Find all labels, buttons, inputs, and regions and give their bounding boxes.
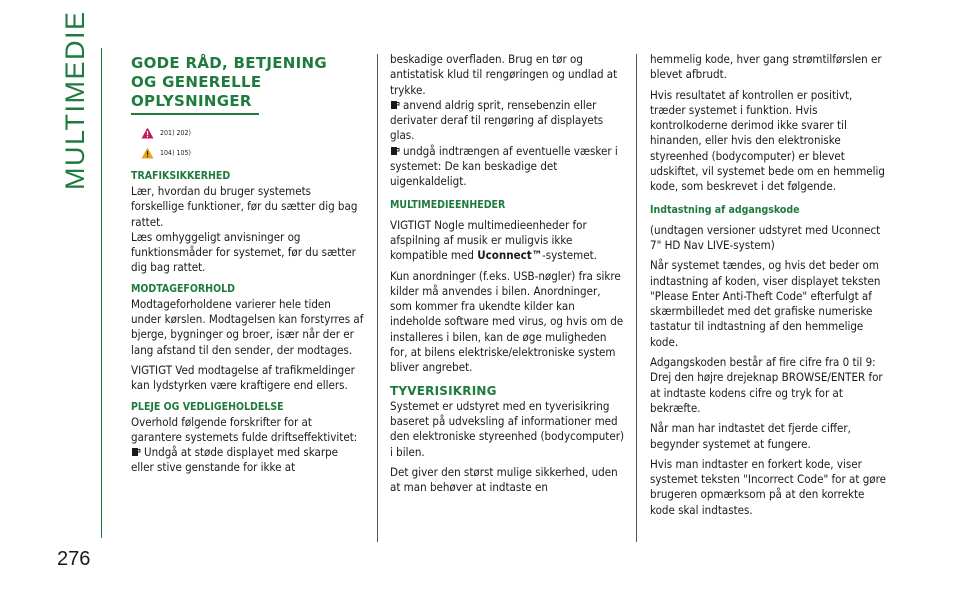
danger-triangle-icon [141, 127, 154, 139]
caution-triangle-icon [141, 147, 154, 159]
bullet-text: Undgå at støde displayet med skarpe eller stive genstande for ikke at [131, 445, 339, 475]
warning-row-danger [141, 123, 364, 143]
bullet-item [390, 144, 625, 190]
warning-refs-danger: 201) 202) [160, 129, 191, 137]
paragraph: (undtagen versioner udstyret med Uconnect 7" HD Nav LIVE-system) [650, 222, 881, 252]
sidebar-divider [101, 48, 102, 538]
section-title-code-entry: Indtastning af adgangskode [650, 203, 800, 216]
bullet-text: anvend aldrig sprit, rensebenzin eller derivater deraf til rengøring af displayets glas. [390, 97, 604, 143]
bullet-square-icon [390, 100, 400, 110]
paragraph: beskadige overfladen. Brug en tør og antistatisk klud til rengøringen og undlad at trykke. [390, 52, 618, 97]
paragraph: Modtageforholdene varierer hele tiden under kørslen. Modtagelsen kan forstyrres af bjerge, bygninger og broer, især når der er lang afstand til den sender, der modtages. [131, 296, 364, 357]
paragraph: Adgangskoden består af fire cifre fra 0 til 9: Drej den højre drejeknap BROWSE/ENTER for at indtaste kodens cifre og tryk for at bekræfte. [650, 355, 883, 415]
paragraph: VIGTIGT Ved modtagelse af trafikmeldinger kan lydstyrken være kraftigere end ellers. [131, 362, 355, 393]
paragraph: Lær, hvordan du bruger systemets forskellige funktioner, før du sætter dig bag rattet. [131, 184, 358, 229]
paragraph: Når man har indtastet det fjerde ciffer, begynder systemet at fungere. [650, 421, 851, 451]
section-title-traffic-safety: TRAFIKSIKKERHED [131, 170, 231, 182]
paragraph [390, 218, 625, 264]
paragraph: Hvis man indtaster en forkert kode, viser systemet teksten "Incorrect Code" for at gøre brugeren opmærksom på at den korrekte kode skal indtastes. [650, 456, 886, 517]
text-run: -systemet. [542, 248, 597, 263]
page-number: 276 [57, 548, 91, 570]
paragraph: Hvis resultatet af kontrollen er positivt, træder systemet i funktion. Hvis kontrolkoderne derimod ikke svarer til hinanden, eller hvis den elektroniske styreenhed (bodycomputer) er blevet udskiftet, vil systemet bede om en hemmelig kode, som beskrevet i det følgende. [650, 87, 885, 194]
section-title-reception: MODTAGEFORHOLD [131, 282, 235, 295]
warning-refs-caution: 104) 105) [160, 149, 191, 157]
bullet-square-icon [131, 447, 141, 457]
text-run: VIGTIGT Nogle multimedieenheder for afspilning af musik er muligvis ikke kompatible med [390, 217, 587, 263]
column-divider [636, 54, 637, 542]
paragraph: Overhold følgende forskrifter for at garantere systemets fulde driftseffektivitet: [131, 414, 358, 444]
bullet-text: undgå indtrængen af eventuelle væsker i systemet: De kan beskadige det uigenkaldeligt. [390, 143, 618, 189]
paragraph: Læs omhyggeligt anvisninger og funktionsmåder for systemet, før du sætter dig bag rattet. [131, 229, 356, 275]
bullet-square-icon [390, 146, 400, 156]
heading-line-2: OG GENERELLE [131, 73, 262, 91]
bullet-item [390, 98, 625, 144]
heading-line-1: GODE RÅD, BETJENING [131, 54, 327, 72]
bullet-item [131, 445, 364, 476]
brand-name: Uconnect™ [477, 248, 543, 263]
section-title-anti-theft: TYVERISIKRING [390, 383, 497, 398]
heading-line-3: OPLYSNINGER [131, 92, 252, 110]
paragraph: Kun anordninger (f.eks. USB-nøgler) fra sikre kilder må anvendes i bilen. Anordninger, som kommer fra ukendte kilder kan indeholde software med virus, og hvis om de installeres i bilen, kan de øge muligheden for, at bilens elektriske/elektroniske system bliver angrebet. [390, 268, 624, 375]
paragraph: Det giver den størst mulige sikkerhed, uden at man behøver at indtaste en [390, 464, 618, 495]
column-1 [131, 52, 364, 476]
column-3 [650, 52, 890, 518]
paragraph: Når systemet tændes, og hvis det beder om indtastning af koden, viser displayet teksten "Please Enter Anti-Theft Code" efterfulgt af skærmbilledet med det grafiske numeriske tastatur til indtastning af den hemmelige kode. [650, 258, 881, 349]
column-2 [390, 52, 625, 495]
warning-row-caution [141, 143, 364, 163]
paragraph: hemmelig kode, hver gang strømtilførslen er blevet afbrudt. [650, 52, 882, 82]
page-heading [131, 54, 364, 111]
paragraph: Systemet er udstyret med en tyverisikring baseret på udveksling af informationer med den elektroniske styreenhed (bodycomputer) i bilen. [390, 398, 625, 459]
column-divider [377, 54, 378, 542]
section-title-vertical: MULTIMEDIE [60, 10, 90, 190]
section-title-care: PLEJE OG VEDLIGEHOLDELSE [131, 400, 284, 413]
sidebar [0, 0, 108, 604]
section-title-multimedia-devices: MULTIMEDIEENHEDER [390, 198, 506, 211]
